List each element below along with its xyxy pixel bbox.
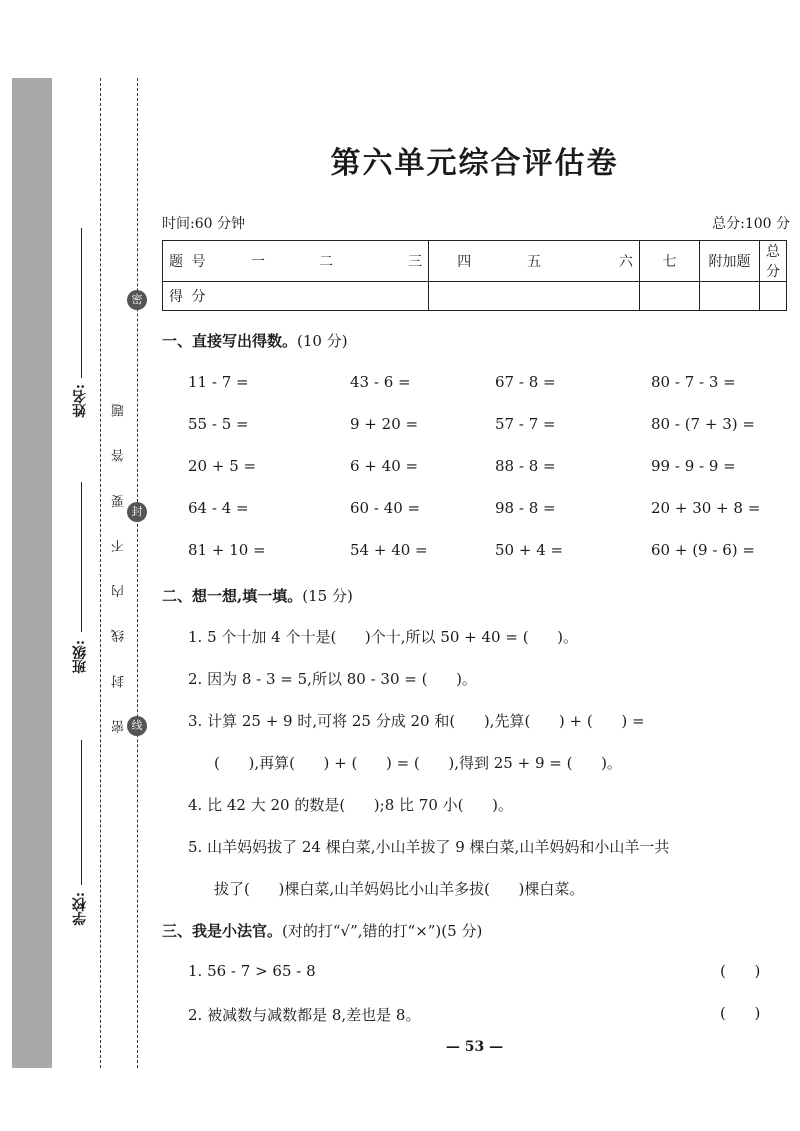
score-table-score-row: [163, 282, 787, 311]
s2-question-5-line2[interactable]: 拔了( )棵白菜,山羊妈妈比小山羊多拔( )棵白菜。: [214, 880, 585, 898]
section1-title: 一、直接写出得数。: [162, 332, 298, 350]
score-cell-total[interactable]: [760, 282, 787, 311]
page-number: — 53 —: [445, 1039, 504, 1055]
eq-r3-c4: 99 - 9 - 9 =: [651, 457, 736, 475]
s2-question-3-line1[interactable]: 3. 计算 25 + 9 时,可将 25 分成 20 和( ),先算( ) + ( ) =: [188, 712, 645, 730]
cut-line-inner: [137, 78, 138, 1068]
school-field[interactable]: [81, 740, 82, 885]
section2-heading: [162, 585, 353, 606]
header-cell-5: 五: [499, 241, 569, 282]
school-label: 学校:: [72, 892, 88, 926]
section1-points: (10 分): [297, 332, 348, 350]
section3-title: 三、我是小法官。: [162, 922, 283, 940]
eq-r1-c4: 80 - 7 - 3 =: [651, 373, 736, 391]
eq-r3-c3: 88 - 8 =: [495, 457, 556, 475]
time-limit: 时间:60 分钟: [162, 216, 245, 232]
seal-mark-xian: 线: [127, 716, 147, 736]
eq-r2-c4: 80 - (7 + 3) =: [651, 415, 755, 433]
eq-r1-c1: 11 - 7 =: [188, 373, 249, 391]
s3-answer-1[interactable]: ( ): [720, 962, 761, 980]
s2-question-4[interactable]: 4. 比 42 大 20 的数是( );8 比 70 小( )。: [188, 796, 513, 814]
class-field[interactable]: [81, 482, 82, 632]
score-row-label-text: 得 分: [169, 289, 208, 305]
section3-heading: [162, 920, 482, 941]
header-cell-total: 总 分: [760, 241, 787, 282]
eq-r3-c2: 6 + 40 =: [350, 457, 419, 475]
eq-r5-c3: 50 + 4 =: [495, 541, 564, 559]
eq-r1-c3: 67 - 8 =: [495, 373, 556, 391]
eq-r5-c1: 81 + 10 =: [188, 541, 266, 559]
header-cell-extra: 附加题: [700, 241, 760, 282]
eq-r4-c2: 60 - 40 =: [350, 499, 421, 517]
header-cell-6: 六: [569, 241, 639, 282]
eq-r4-c4: 20 + 30 + 8 =: [651, 499, 761, 517]
eq-r5-c2: 54 + 40 =: [350, 541, 428, 559]
s3-answer-2[interactable]: ( ): [720, 1004, 761, 1022]
header-cell-label: 题 号: [163, 241, 224, 282]
eq-r2-c3: 57 - 7 =: [495, 415, 556, 433]
eq-r1-c2: 43 - 6 =: [350, 373, 411, 391]
s3-question-1: 1. 56 - 7 > 65 - 8: [188, 962, 316, 980]
eq-r2-c2: 9 + 20 =: [350, 415, 419, 433]
score-cell-456[interactable]: [429, 282, 640, 311]
score-table: [162, 240, 787, 311]
seal-mark-mi: 密: [127, 290, 147, 310]
total-score: 总分:100 分: [712, 216, 790, 232]
header-cell-3: 三: [360, 241, 429, 282]
name-label: 姓名:: [72, 384, 88, 418]
eq-r3-c1: 20 + 5 =: [188, 457, 257, 475]
header-cell-1: 一: [224, 241, 292, 282]
score-cell-extra[interactable]: [700, 282, 760, 311]
eq-r4-c3: 98 - 8 =: [495, 499, 556, 517]
seal-mark-feng: 封: [127, 502, 147, 522]
section2-title: 二、想一想,填一填。: [162, 587, 303, 605]
s3-question-2: 2. 被减数与减数都是 8,差也是 8。: [188, 1006, 421, 1024]
header-cell-2: 二: [292, 241, 360, 282]
seal-notice: 密 封 线 内 不 要 答 题: [112, 390, 127, 733]
section2-points: (15 分): [302, 587, 353, 605]
page-title: 第六单元综合评估卷: [330, 146, 619, 181]
header-cell-7: 七: [640, 241, 700, 282]
score-row-label: [163, 282, 429, 311]
s2-question-2[interactable]: 2. 因为 8 - 3 = 5,所以 80 - 30 = ( )。: [188, 670, 477, 688]
cut-line-outer: [100, 78, 101, 1068]
section1-heading: [162, 330, 348, 351]
class-label: 班级:: [72, 640, 88, 674]
s2-question-3-line2[interactable]: ( ),再算( ) + ( ) = ( ),得到 25 + 9 = ( )。: [214, 754, 622, 772]
score-cell-7[interactable]: [640, 282, 700, 311]
name-field[interactable]: [81, 228, 82, 378]
eq-r5-c4: 60 + (9 - 6) =: [651, 541, 755, 559]
s2-question-5-line1: 5. 山羊妈妈拔了 24 棵白菜,小山羊拔了 9 棵白菜,山羊妈妈和小山羊一共: [188, 838, 670, 856]
s2-question-1[interactable]: 1. 5 个十加 4 个十是( )个十,所以 50 + 40 = ( )。: [188, 628, 579, 646]
section3-note: (对的打“√”,错的打“×”)(5 分): [282, 922, 483, 940]
binding-strip: [12, 78, 52, 1068]
eq-r2-c1: 55 - 5 =: [188, 415, 249, 433]
eq-r4-c1: 64 - 4 =: [188, 499, 249, 517]
score-table-header-row: [163, 241, 787, 282]
header-cell-4: 四: [429, 241, 499, 282]
